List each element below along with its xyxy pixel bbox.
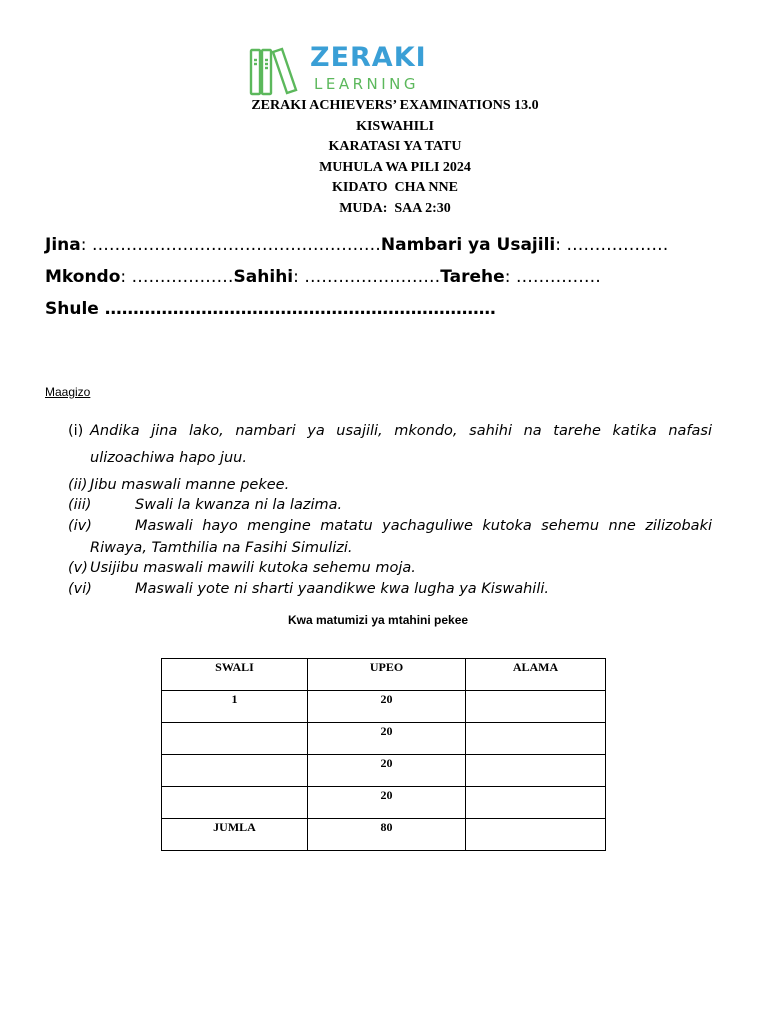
shule-label: Shule [45, 299, 99, 319]
upeo-cell: 20 [308, 691, 466, 723]
instruction-number: (iii) [68, 497, 92, 513]
instruction-number: (i) [68, 423, 84, 439]
zeraki-logo [248, 44, 438, 96]
exam-form: KIDATO CHA NNE [332, 180, 458, 196]
instructions-title: Maagizo [45, 385, 91, 399]
instruction-text: Usijibu maswali mawili kutoka sehemu moja. [90, 560, 416, 576]
instruction-number: (ii) [68, 477, 88, 493]
mkondo-field[interactable]: : ……………… [120, 267, 234, 287]
instruction-text: Maswali hayo mengine matatu yachaguliwe kutoka sehemu nne zilizobaki [135, 518, 712, 534]
exam-term: MUHULA WA PILI 2024 [319, 159, 471, 175]
exam-title: ZERAKI ACHIEVERS’ EXAMINATIONS 13.0 [251, 98, 539, 113]
sahihi-label: Sahihi [233, 267, 294, 287]
mkondo-label: Mkondo [45, 267, 121, 287]
upeo-cell: 20 [308, 787, 466, 819]
instruction-item [68, 497, 712, 517]
upeo-cell: 20 [308, 755, 466, 787]
table-row [162, 755, 606, 787]
exam-duration: MUDA: SAA 2:30 [339, 200, 451, 216]
jina-label: Jina [45, 235, 81, 255]
usajili-field[interactable]: : ……………… [555, 235, 669, 255]
exam-header [0, 96, 768, 220]
header-cell: SWALI [162, 659, 308, 691]
table-row [162, 691, 606, 723]
instruction-text: Swali la kwanza ni la lazima. [135, 497, 343, 513]
alama-cell[interactable] [466, 787, 606, 819]
instruction-item [68, 581, 712, 601]
swali-cell: 1 [162, 691, 308, 723]
table-total-row [162, 819, 606, 851]
candidate-line-3 [45, 299, 496, 319]
instruction-item [68, 423, 712, 471]
table-header-row [162, 659, 606, 691]
alama-cell[interactable] [466, 691, 606, 723]
usajili-label: Nambari ya Usajili [380, 235, 556, 255]
total-alama-cell[interactable] [466, 819, 606, 851]
instruction-text: Andika jina lako, nambari ya usajili, mkondo, sahihi na tarehe katika nafasi [90, 423, 712, 439]
alama-cell[interactable] [466, 755, 606, 787]
instruction-text-cont: ulizoachiwa hapo juu. [90, 450, 247, 466]
swali-cell[interactable] [162, 787, 308, 819]
table-row [162, 723, 606, 755]
table-caption: Kwa matumizi ya mtahini pekee [288, 613, 469, 627]
jumla-cell: JUMLA [162, 819, 308, 851]
header-cell: ALAMA [466, 659, 606, 691]
instruction-text: Maswali yote ni sharti yaandikwe kwa lugha ya Kiswahili. [135, 581, 549, 597]
upeo-cell: 20 [308, 723, 466, 755]
marks-table [161, 658, 606, 851]
sahihi-field[interactable]: : …………………… [293, 267, 441, 287]
instruction-item [68, 477, 712, 497]
tarehe-field[interactable]: : …………… [504, 267, 601, 287]
candidate-line-1 [45, 235, 668, 255]
table-row [162, 787, 606, 819]
shule-field[interactable]: …………………………………………………………… [98, 299, 496, 319]
books-icon [248, 46, 304, 96]
logo-tagline: LEARNING [314, 75, 420, 93]
instruction-text: Jibu maswali manne pekee. [90, 477, 290, 493]
instruction-text-cont: Riwaya, Tamthilia na Fasihi Simulizi. [90, 540, 353, 556]
instruction-item [68, 560, 712, 580]
total-upeo-cell: 80 [308, 819, 466, 851]
alama-cell[interactable] [466, 723, 606, 755]
candidate-line-2 [45, 267, 601, 287]
header-cell: UPEO [308, 659, 466, 691]
logo-title: ZERAKI [310, 42, 427, 73]
instruction-number: (v) [68, 560, 88, 576]
swali-cell[interactable] [162, 755, 308, 787]
instruction-item [68, 518, 712, 560]
jina-field[interactable]: : …………………………………………… [80, 235, 381, 255]
swali-cell[interactable] [162, 723, 308, 755]
instruction-number: (iv) [68, 518, 92, 534]
tarehe-label: Tarehe [440, 267, 505, 287]
instruction-number: (vi) [68, 581, 92, 597]
exam-paper: KARATASI YA TATU [328, 139, 462, 155]
exam-subject: KISWAHILI [356, 118, 434, 134]
